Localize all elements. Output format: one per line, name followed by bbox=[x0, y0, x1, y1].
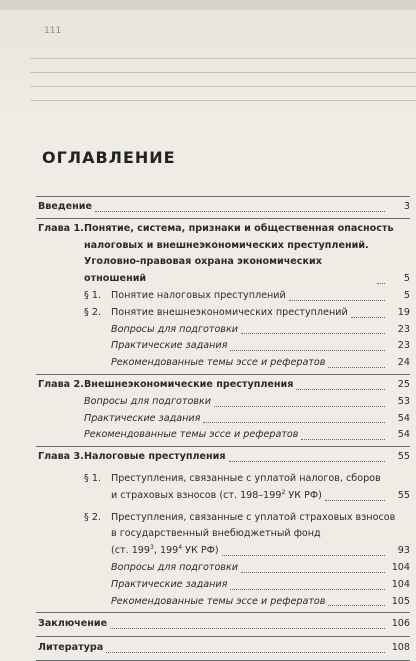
toc-chapter-3[interactable] bbox=[36, 447, 410, 466]
extra-label: Вопросы для подготовки bbox=[111, 323, 238, 335]
chapter-3-title: Налоговые преступления bbox=[84, 451, 226, 463]
leader-dots bbox=[328, 367, 385, 368]
toc-chapter-1-section-2[interactable] bbox=[36, 305, 410, 322]
extra-label: Рекомендованные темы эссе и рефератов bbox=[111, 357, 326, 369]
section-number: § 1. bbox=[84, 289, 101, 301]
leader-dots bbox=[241, 572, 385, 573]
toc-chapter-2-questions[interactable] bbox=[36, 394, 410, 411]
toc-chapter-1-section-1[interactable] bbox=[36, 288, 410, 305]
leader-dots bbox=[222, 555, 385, 556]
extra-page: 105 bbox=[391, 595, 410, 607]
extra-page: 23 bbox=[397, 323, 410, 335]
toc-conclusion-label: Заключение bbox=[38, 618, 108, 630]
leader-dots bbox=[230, 350, 385, 351]
toc-chapter-2-essays[interactable] bbox=[36, 427, 410, 446]
toc-conclusion[interactable] bbox=[36, 613, 410, 636]
page-title: ОГЛАВЛЕНИЕ bbox=[42, 148, 176, 167]
leader-dots bbox=[203, 422, 385, 423]
extra-label: Практические задания bbox=[111, 340, 228, 352]
extra-page: 53 bbox=[397, 395, 410, 407]
toc-chapter-3-questions[interactable] bbox=[36, 560, 410, 577]
chapter-2-number: Глава 2. bbox=[38, 378, 84, 390]
previous-page-bleed bbox=[0, 0, 416, 120]
leader-dots bbox=[106, 652, 385, 653]
toc-chapter-1[interactable] bbox=[36, 219, 410, 288]
toc-chapter-2-tasks[interactable] bbox=[36, 411, 410, 428]
page-number: 111 bbox=[44, 26, 62, 36]
toc-conclusion-page: 106 bbox=[391, 618, 410, 630]
extra-page: 54 bbox=[397, 429, 410, 441]
section-label: Понятие внешнеэкономических преступлений bbox=[111, 306, 348, 318]
extra-page: 104 bbox=[391, 561, 410, 573]
section-number: § 1. bbox=[84, 472, 101, 484]
extra-label: Практические задания bbox=[84, 412, 201, 424]
page-header-strip bbox=[0, 0, 416, 10]
section-number: § 2. bbox=[84, 306, 101, 318]
extra-label: Вопросы для подготовки bbox=[111, 561, 238, 573]
toc-chapter-3-section-2[interactable] bbox=[36, 510, 410, 560]
section-line-2: в государственный внебюджетный фонд bbox=[111, 528, 321, 540]
toc-chapter-2[interactable] bbox=[36, 375, 410, 394]
toc-chapter-1-questions[interactable] bbox=[36, 322, 410, 339]
leader-dots bbox=[230, 589, 385, 590]
leader-dots bbox=[214, 406, 385, 407]
leader-dots bbox=[110, 628, 385, 629]
section-line-1: Преступления, связанные с уплатой налогов, сборов bbox=[111, 472, 381, 484]
chapter-1-page: 5 bbox=[403, 273, 410, 285]
section-line-3: (ст. $199^3$, $199^4$ УК РФ) bbox=[111, 544, 219, 557]
leader-dots bbox=[301, 439, 385, 440]
leader-dots bbox=[325, 500, 385, 501]
toc-chapter-3-essays[interactable] bbox=[36, 594, 410, 613]
extra-page: 54 bbox=[397, 412, 410, 424]
leader-dots bbox=[241, 333, 385, 334]
extra-label: Практические задания bbox=[111, 578, 228, 590]
section-page: 19 bbox=[397, 306, 410, 318]
chapter-1-title-line-1: Понятие, система, признаки и общественная опасность bbox=[84, 222, 394, 234]
toc-intro-label: Введение bbox=[38, 201, 93, 212]
leader-dots bbox=[377, 283, 385, 284]
section-page: 93 bbox=[397, 545, 410, 557]
toc-literature-page: 108 bbox=[391, 642, 410, 654]
toc-chapter-1-essays[interactable] bbox=[36, 355, 410, 374]
extra-page: 24 bbox=[397, 357, 410, 369]
toc-intro[interactable] bbox=[36, 197, 410, 218]
extra-label: Вопросы для подготовки bbox=[84, 395, 211, 407]
leader-dots bbox=[328, 605, 385, 606]
extra-label: Рекомендованные темы эссе и рефератов bbox=[84, 429, 299, 441]
leader-dots bbox=[296, 389, 385, 390]
section-label: Понятие налоговых преступлений bbox=[111, 289, 286, 301]
chapter-1-title-line-3: Уголовно-правовая охрана экономических отношений bbox=[84, 256, 322, 285]
toc-chapter-1-tasks[interactable] bbox=[36, 338, 410, 355]
extra-label: Рекомендованные темы эссе и рефератов bbox=[111, 595, 326, 607]
leader-dots bbox=[229, 461, 386, 462]
section-number: § 2. bbox=[84, 511, 101, 523]
section-line-1: Преступления, связанные с уплатой страховых взносов bbox=[111, 511, 396, 523]
leader-dots bbox=[351, 317, 385, 318]
chapter-1-title-line-2: налоговых и внешнеэкономических преступлений. bbox=[84, 239, 369, 251]
chapter-2-page: 25 bbox=[397, 378, 410, 390]
section-page: 5 bbox=[403, 289, 410, 301]
toc-literature-label: Литература bbox=[38, 642, 104, 654]
chapter-2-title: Внешнеэкономические преступления bbox=[84, 378, 294, 390]
section-page: 55 bbox=[397, 489, 410, 501]
chapter-1-number: Глава 1. bbox=[38, 222, 84, 234]
toc-literature[interactable] bbox=[36, 637, 410, 660]
chapter-3-page: 55 bbox=[397, 451, 410, 463]
toc-chapter-3-tasks[interactable] bbox=[36, 577, 410, 594]
section-line-2: и страховых взносов (ст. $198-199^2$ УК РФ) bbox=[111, 488, 322, 501]
extra-page: 23 bbox=[397, 340, 410, 352]
table-of-contents bbox=[36, 196, 410, 661]
toc-chapter-3-section-1[interactable] bbox=[36, 471, 410, 505]
extra-page: 104 bbox=[391, 578, 410, 590]
chapter-3-number: Глава 3. bbox=[38, 451, 84, 463]
leader-dots bbox=[95, 211, 385, 212]
toc-intro-page: 3 bbox=[403, 201, 410, 212]
leader-dots bbox=[289, 300, 385, 301]
